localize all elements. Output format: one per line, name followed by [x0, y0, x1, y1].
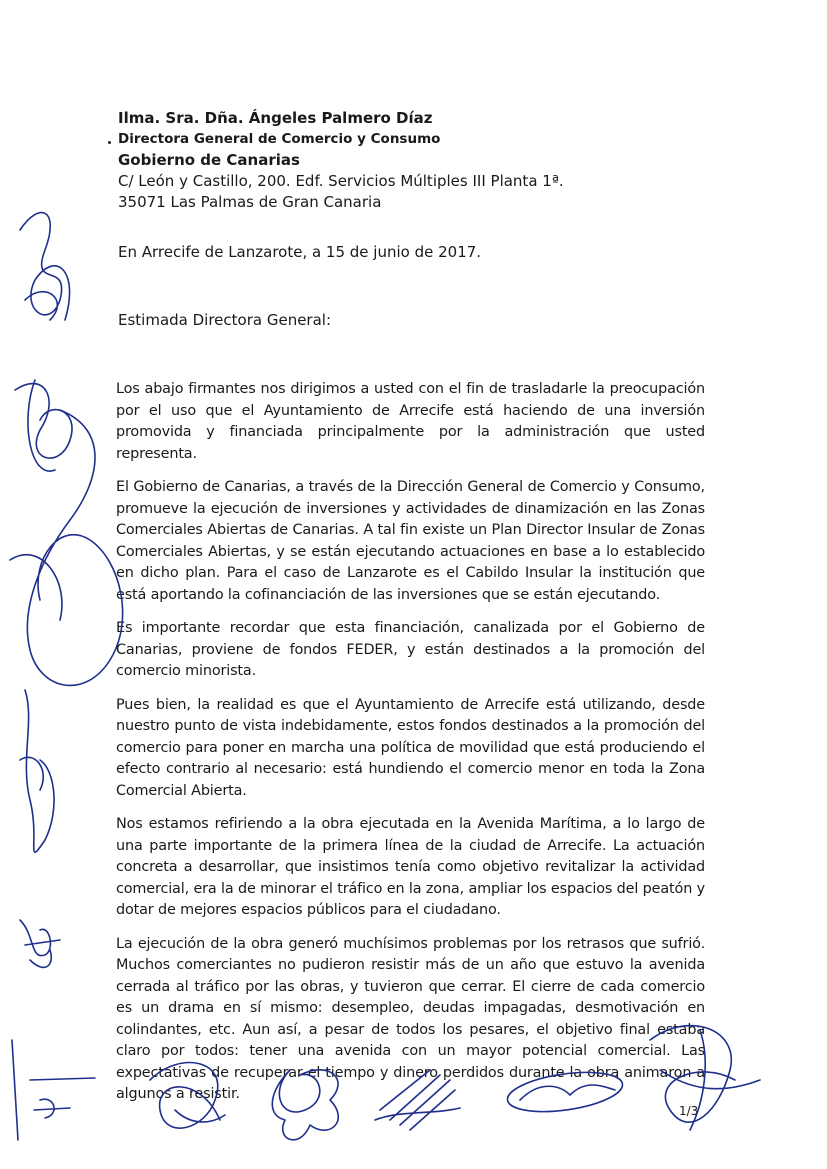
salutation: Estimada Directora General:: [118, 311, 332, 329]
paragraph: Es importante recordar que esta financiación, canalizada por el Gobierno de Canarias, proviene de fondos FEDER, y están destinados a la promoción del comercio minorista.: [116, 620, 705, 679]
paragraph: Nos estamos refiriendo a la obra ejecutada en la Avenida Marítima, a lo largo de una parte importante de la primera línea de la ciudad de Arrecife. La actuación concreta a desarrollar, que insistimos tenía como objetivo revitalizar la actividad comercial, era la de minorar el tráfico en la zona, ampliar los espacios del peatón y dotar de mejores espacios públicos para el ciudadano.: [116, 816, 705, 918]
paragraph: El Gobierno de Canarias, a través de la Dirección General de Comercio y Consumo, promueve la ejecución de inversiones y actividades de dinamización en las Zonas Comerciales Abiertas de Canarias. A tal fin existe un Plan Director Insular de Zonas Comerciales Abiertas, y se están ejecutando actuaciones en base a lo establecido en dicho plan. Para el caso de Lanzarote es el Cabildo Insular la institución que está aportando la cofinanciación de las inversiones que se están ejecutando.: [116, 479, 705, 603]
recipient-institution: Gobierno de Canarias: [118, 151, 300, 169]
margin-signature-1: [20, 213, 70, 320]
margin-signature-5: [20, 920, 60, 967]
paragraph: Los abajo firmantes nos dirigimos a usted con el fin de trasladarle la preocupación por el uso que el Ayuntamiento de Arrecife está haciendo de una inversión promovida y financiada principalmente por la administración que usted representa.: [116, 381, 705, 462]
bottom-signature-5: [505, 1066, 625, 1118]
margin-signature-4: [20, 690, 54, 852]
paragraph: La ejecución de la obra generó muchísimos problemas por los retrasos que sufrió. Muchos comerciantes no pudieron resistir más de un año que estuvo la avenida cerrada al tráfico por las obras, y tuvieron que cerrar. El cierre de cada comercio es un drama en sí mismo: desempleo, deudas impagadas, desmotivación en colindantes, etc. Aun así, a pesar de todos los pesares, el objetivo final estaba claro por todos: tener una avenida con un mayor potencial comercial. Las expectativas de recuperar el tiempo y dinero perdidos durante la obra animaron a algunos a resistir.: [116, 935, 705, 1102]
recipient-city: 35071 Las Palmas de Gran Canaria: [118, 193, 382, 211]
bottom-signature-2: [150, 1063, 225, 1129]
margin-signature-2: [15, 380, 72, 471]
bottom-signature-3: [272, 1070, 338, 1140]
paragraph: Pues bien, la realidad es que el Ayuntamiento de Arrecife está utilizando, desde nuestro punto de vista indebidamente, estos fondos destinados a la promoción del comercio para poner en marcha una política de movilidad que está produciendo el efecto contrario al necesario: está hundiendo el comercio menor en toda la Zona Comercial Abierta.: [116, 696, 705, 799]
recipient-address: C/ León y Castillo, 200. Edf. Servicios Múltiples III Planta 1ª.: [118, 172, 564, 190]
date-line: En Arrecife de Lanzarote, a 15 de junio de 2017.: [118, 243, 482, 261]
margin-signature-3: [10, 410, 123, 685]
bottom-signature-6: [650, 1026, 760, 1130]
bottom-signature-4: [375, 1070, 460, 1130]
recipient-position: Directora General de Comercio y Consumo: [118, 131, 441, 147]
recipient-name: Ilma. Sra. Dña. Ángeles Palmero Díaz: [118, 109, 433, 127]
bottom-signature-1: [12, 1040, 95, 1140]
page-number: 1/3: [679, 1104, 699, 1118]
